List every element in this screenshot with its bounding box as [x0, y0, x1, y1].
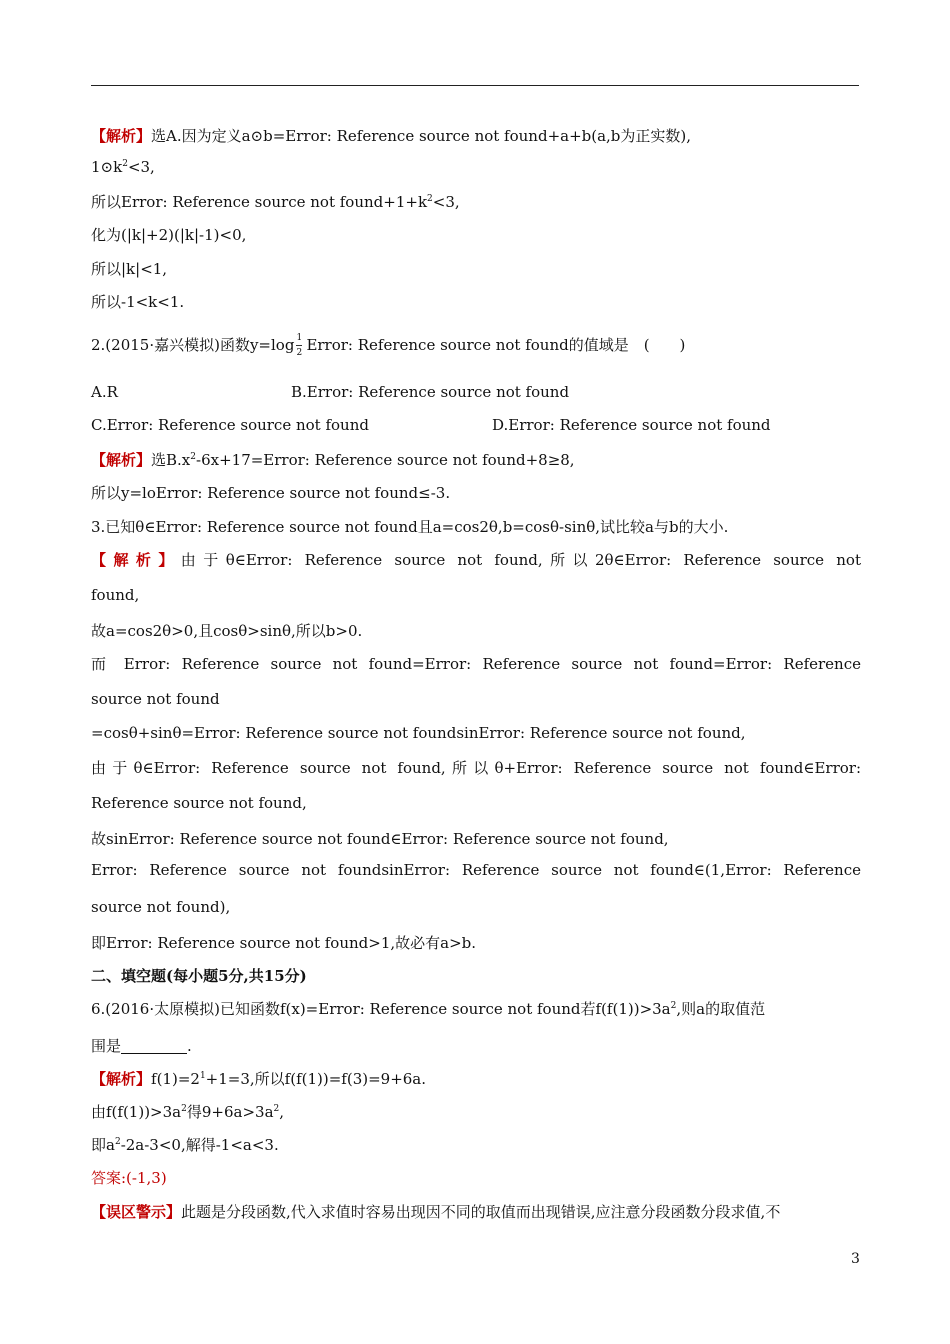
- text-line: [91, 383, 861, 401]
- superscript: 2: [273, 1104, 280, 1114]
- text-line: [91, 333, 861, 358]
- text-line: [91, 932, 861, 953]
- text-span: 选A.因为定义a⊙b=Error: Reference source not found+a+b(a,b为正实数),: [151, 127, 692, 145]
- text-span: 2.(2015·嘉兴模拟)函数y=log: [91, 336, 295, 354]
- text-line: [91, 1068, 861, 1089]
- text-line: [91, 1201, 861, 1222]
- text-line: [91, 586, 861, 604]
- text-line: [91, 724, 861, 742]
- text-span: .: [187, 1037, 192, 1055]
- text-line: [91, 482, 861, 503]
- label-tag: 【误区警示】: [91, 1203, 182, 1221]
- text-span: ,则a的取值范: [676, 1000, 766, 1018]
- text-span: 围是: [91, 1037, 122, 1055]
- text-span: Reference source not found,: [91, 794, 307, 812]
- superscript: 1: [199, 1071, 206, 1081]
- text-span: 6.(2016·太原模拟)已知函数f(x)=Error: Reference source not found若f(f(1))>3a: [91, 1000, 671, 1018]
- text-line: [91, 1035, 861, 1056]
- superscript: 2: [427, 194, 433, 204]
- text-line: [91, 794, 861, 812]
- text-span: 由于θ∈Error: Reference source not found,所以θ+Error: Reference source not found∈Error:: [91, 759, 861, 777]
- label-tag: 【解析】: [91, 451, 152, 469]
- text-span: 选B.x: [151, 451, 191, 469]
- text-span: 1⊙k: [91, 158, 123, 176]
- answer-blank: [121, 1039, 187, 1054]
- text-line: [91, 757, 861, 778]
- log-base-fraction: [294, 333, 306, 358]
- superscript: 2: [122, 159, 128, 169]
- text-line: [91, 898, 861, 916]
- text-span: C.Error: Reference source not found: [91, 416, 369, 434]
- fraction-numerator: 1: [296, 333, 303, 343]
- text-span: f(1)=2: [151, 1070, 200, 1088]
- text-span: D.Error: Reference source not found: [492, 416, 771, 434]
- label-tag: 【解析】: [91, 551, 181, 569]
- text-span: 由f(f(1))>3a: [91, 1103, 182, 1121]
- text-line: [91, 258, 861, 279]
- text-line: [91, 516, 861, 537]
- page-number: 3: [851, 1251, 860, 1267]
- text-span: 故sinError: Reference source not found∈Error: Reference source not found,: [91, 830, 669, 848]
- text-span: 所以|k|<1,: [91, 260, 168, 278]
- text-line: [91, 620, 861, 641]
- text-span: A.R: [91, 383, 118, 401]
- text-span: Error: Reference source not found的值域是 ( ): [306, 336, 686, 354]
- text-span: 得9+6a>3a: [186, 1103, 274, 1121]
- text-span: source not found: [91, 690, 220, 708]
- fraction-denominator: 2: [296, 348, 303, 358]
- text-span: 化为(|k|+2)(|k|-1)<0,: [91, 226, 247, 244]
- text-line: [91, 449, 861, 470]
- text-line: [91, 861, 861, 879]
- text-line: [91, 549, 861, 570]
- text-line: [91, 828, 861, 849]
- text-span: 此题是分段函数,代入求值时容易出现因不同的取值而出现错误,应注意分段函数分段求值,不: [181, 1203, 781, 1221]
- text-span: 所以y=loError: Reference source not found≤-3.: [91, 484, 451, 502]
- text-span: source not found),: [91, 898, 231, 916]
- text-span: 而 Error: Reference source not found=Error: Reference source not found=Error: Reference: [91, 655, 861, 673]
- text-span: -2a-3<0,解得-1<a<3.: [120, 1136, 279, 1154]
- text-span: +1=3,所以f(f(1))=f(3)=9+6a.: [205, 1070, 427, 1088]
- superscript: 2: [181, 1104, 187, 1114]
- text-span: 故a=cos2θ>0,且cosθ>sinθ,所以b>0.: [91, 622, 363, 640]
- text-span: Error: Reference source not foundsinError: Reference source not found∈(1,Error: Reference: [91, 861, 861, 879]
- text-line: [91, 1167, 861, 1188]
- superscript: 2: [670, 1001, 677, 1011]
- text-span: B.Error: Reference source not found: [291, 383, 570, 401]
- text-line: [91, 191, 861, 212]
- text-span: 二、填空题(每小题5分,共15分): [91, 967, 307, 985]
- superscript: 2: [190, 452, 197, 462]
- text-span: found,: [91, 586, 140, 604]
- text-line: [91, 158, 861, 176]
- text-line: [91, 998, 861, 1019]
- text-span: 3.已知θ∈Error: Reference source not found且a=cos2θ,b=cosθ-sinθ,试比较a与b的大小.: [91, 518, 729, 536]
- text-span: 即Error: Reference source not found>1,故必有a>b.: [91, 934, 477, 952]
- label-tag: 答案:(-1,3): [91, 1169, 167, 1187]
- superscript: 2: [114, 1137, 121, 1147]
- text-span: ,: [279, 1103, 285, 1121]
- text-span: 由于θ∈Error: Reference source not found,所以2θ∈Error: Reference source not: [180, 551, 861, 569]
- text-line: [91, 125, 861, 146]
- text-line: [91, 1134, 861, 1155]
- text-line: [91, 653, 861, 674]
- text-line: [91, 1101, 861, 1122]
- text-span: =cosθ+sinθ=Error: Reference source not foundsinError: Reference source not found,: [91, 724, 746, 742]
- text-span: <3,: [127, 158, 155, 176]
- label-tag: 【解析】: [91, 1070, 152, 1088]
- text-line: [91, 224, 861, 245]
- text-line: [91, 291, 861, 312]
- text-line: [91, 416, 861, 434]
- text-span: 即a: [91, 1136, 115, 1154]
- text-line: [91, 690, 861, 708]
- label-tag: 【解析】: [91, 127, 152, 145]
- header-rule: [91, 85, 859, 86]
- text-span: -6x+17=Error: Reference source not found+8≥8,: [196, 451, 575, 469]
- text-span: 所以Error: Reference source not found+1+k: [91, 193, 428, 211]
- text-line: [91, 965, 861, 986]
- text-span: <3,: [432, 193, 460, 211]
- text-span: 所以-1<k<1.: [91, 293, 185, 311]
